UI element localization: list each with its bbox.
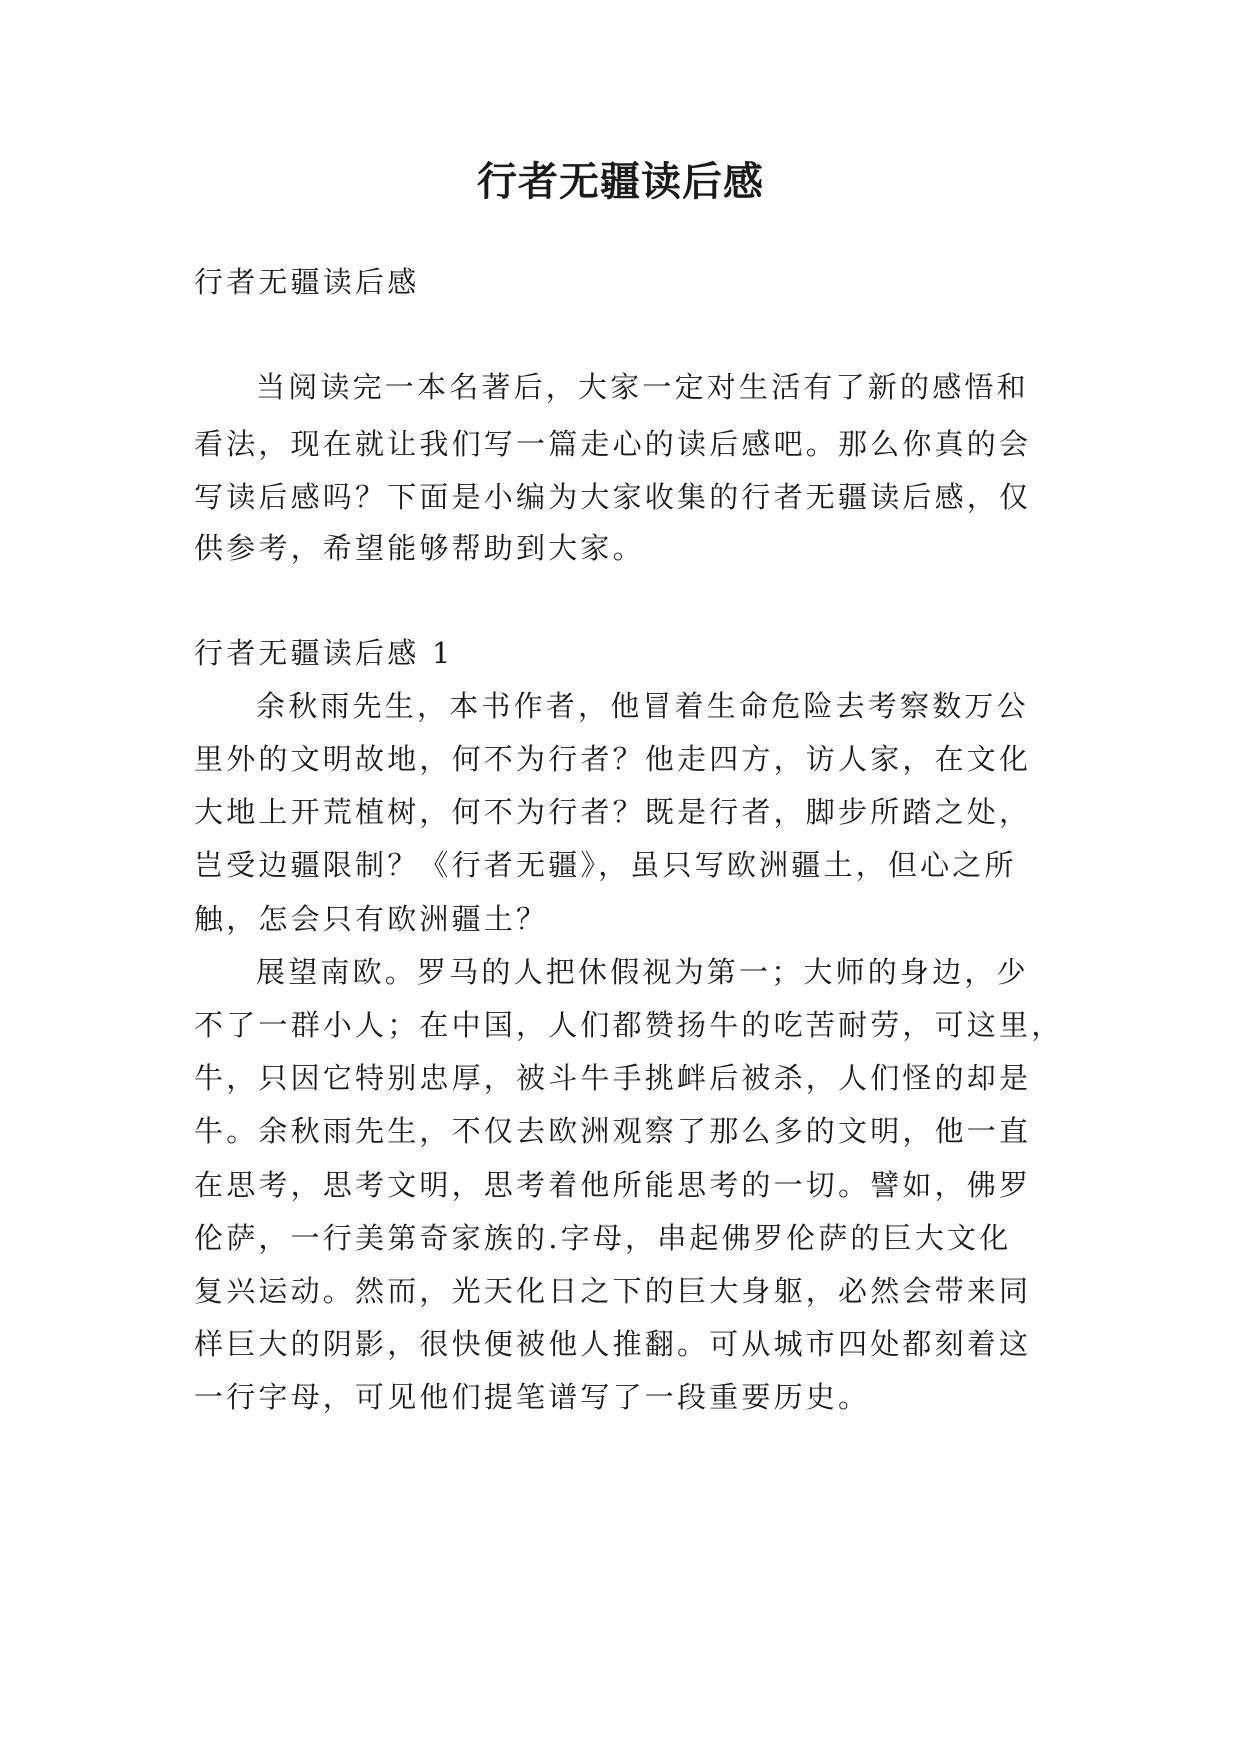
paragraph-line: 牛，只因它特别忠厚，被斗牛手挑衅后被杀，人们怪的却是: [194, 1061, 1032, 1095]
paragraph-line: 岂受边疆限制？《行者无疆》，虽只写欧洲疆土，但心之所: [194, 848, 1017, 882]
section-heading: 行者无疆读后感 1: [194, 636, 454, 670]
paragraph-line: 余秋雨先生，本书作者，他冒着生命危险去考察数万公: [256, 689, 1029, 723]
subtitle: 行者无疆读后感: [194, 265, 420, 299]
paragraph-line: 大地上开荒植树，何不为行者？既是行者，脚步所踏之处，: [194, 795, 1032, 829]
paragraph-line: 样巨大的阴影，很快便被他人推翻。可从城市四处都刻着这: [194, 1327, 1032, 1361]
paragraph-line: 里外的文明故地，何不为行者？他走四方，访人家，在文化: [194, 742, 1032, 776]
paragraph-line: 不了一群小人；在中国，人们都赞扬牛的吃苦耐劳，可这里，: [194, 1008, 1064, 1042]
intro-line: 写读后感吗？下面是小编为大家收集的行者无疆读后感，仅: [194, 480, 1032, 514]
intro-line: 当阅读完一本名著后，大家一定对生活有了新的感悟和: [256, 370, 1029, 404]
intro-line: 看法，现在就让我们写一篇走心的读后感吧。那么你真的会: [194, 427, 1032, 461]
paragraph-line: 在思考，思考文明，思考着他所能思考的一切。譬如，佛罗: [194, 1168, 1032, 1202]
paragraph-line: 一行字母，可见他们提笔谱写了一段重要历史。: [194, 1380, 871, 1414]
document-title: 行者无疆读后感: [477, 158, 764, 205]
paragraph-line: 伦萨，一行美第奇家族的.字母，串起佛罗伦萨的巨大文化: [194, 1221, 1012, 1255]
paragraph-line: 展望南欧。罗马的人把休假视为第一；大师的身边，少: [256, 955, 1029, 989]
paragraph-line: 复兴运动。然而，光天化日之下的巨大身躯，必然会带来同: [194, 1274, 1032, 1308]
intro-line: 供参考，希望能够帮助到大家。: [194, 531, 645, 565]
paragraph-line: 牛。余秋雨先生，不仅去欧洲观察了那么多的文明，他一直: [194, 1114, 1032, 1148]
paragraph-line: 触，怎会只有欧洲疆土？: [194, 902, 549, 936]
